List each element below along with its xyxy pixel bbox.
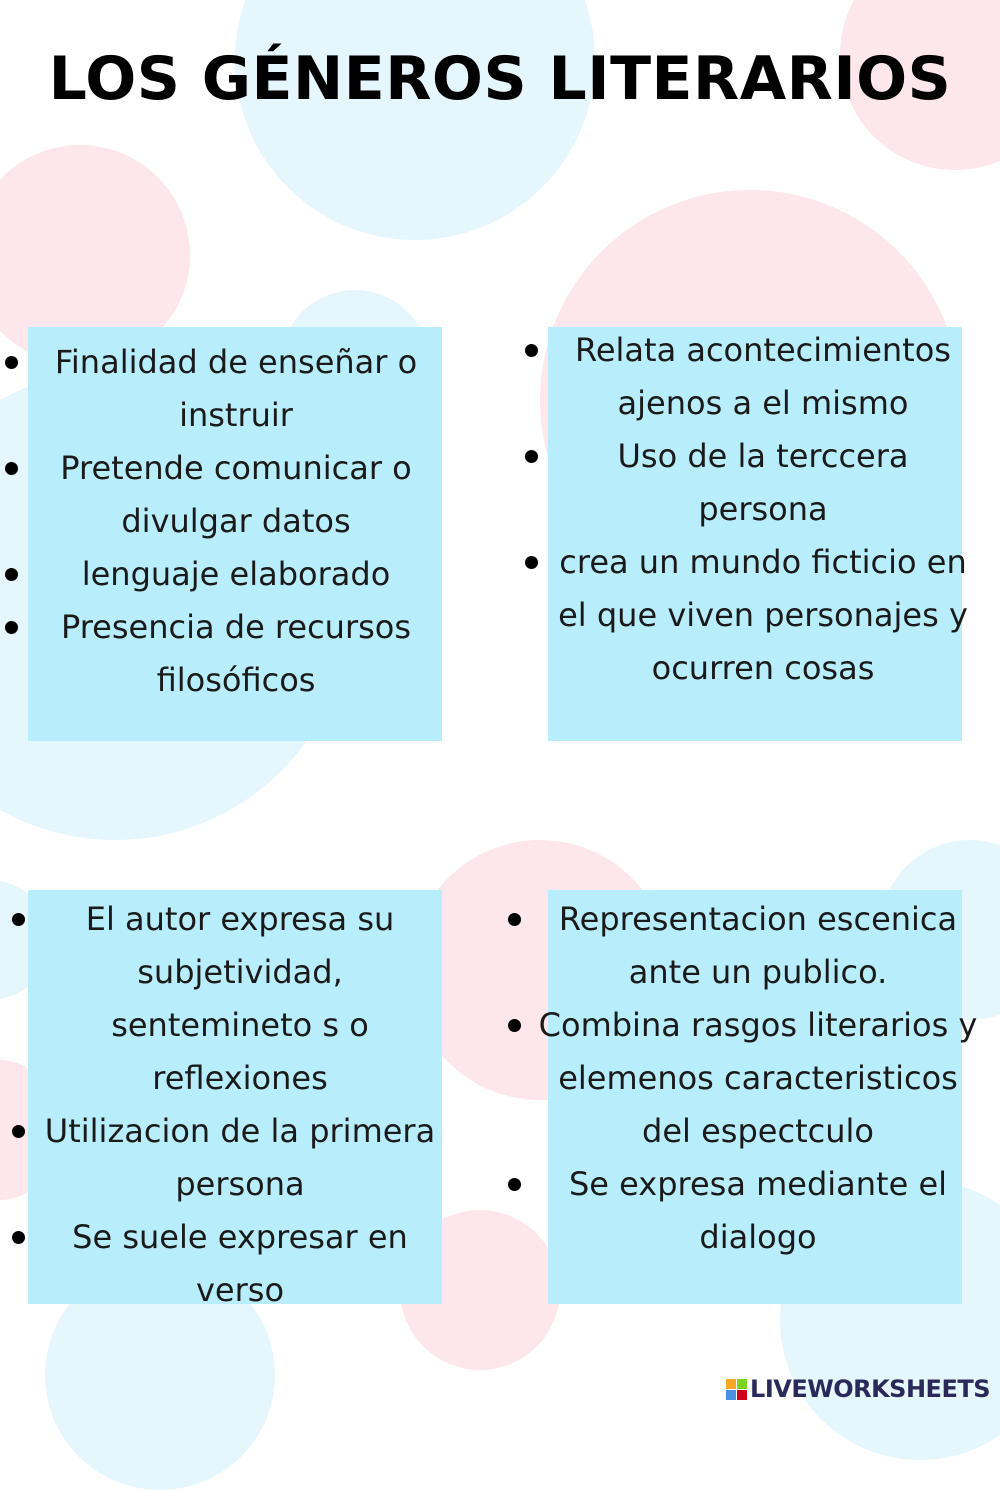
bullet-icon xyxy=(508,1019,521,1032)
list-item: Representacion escenica ante un publico. xyxy=(538,893,978,999)
list-item: Combina rasgos literarios y elemenos caracteristicos del espectculo xyxy=(538,999,978,1158)
logo-text: LIVEWORKSHEETS xyxy=(750,1375,990,1403)
bullet-icon xyxy=(5,462,18,475)
bullet-icon xyxy=(5,356,18,369)
bullet-icon xyxy=(525,344,538,357)
list-item: Pretende comunicar o divulgar datos xyxy=(36,442,436,548)
bullet-icon xyxy=(12,1125,25,1138)
list-item: Uso de la terccera persona xyxy=(556,430,970,536)
bullet-icon xyxy=(525,556,538,569)
page-title: LOS GÉNEROS LITERARIOS xyxy=(48,44,952,114)
bullet-icon xyxy=(5,568,18,581)
bullet-list-bottom-left xyxy=(44,893,436,1317)
bullet-icon xyxy=(508,1178,521,1191)
bullet-list-top-left xyxy=(36,336,436,707)
bullet-icon xyxy=(525,450,538,463)
list-item: lenguaje elaborado xyxy=(36,548,436,601)
liveworksheets-logo-icon xyxy=(726,1379,747,1400)
liveworksheets-logo[interactable] xyxy=(726,1375,990,1403)
list-item: El autor expresa su subjetividad, sentemineto s o reflexiones xyxy=(44,893,436,1105)
list-item: crea un mundo ficticio en el que viven personajes y ocurren cosas xyxy=(556,536,970,695)
list-item: Finalidad de enseñar o instruir xyxy=(36,336,436,442)
bullet-icon xyxy=(12,1231,25,1244)
bullet-icon xyxy=(508,913,521,926)
bullet-icon xyxy=(5,621,18,634)
background-circle xyxy=(235,0,595,240)
bullet-icon xyxy=(12,913,25,926)
list-item: Relata acontecimientos ajenos a el mismo xyxy=(556,324,970,430)
list-item: Se expresa mediante el dialogo xyxy=(538,1158,978,1264)
list-item: Utilizacion de la primera persona xyxy=(44,1105,436,1211)
bullet-list-bottom-right xyxy=(538,893,978,1264)
bullet-list-top-right xyxy=(556,324,970,695)
list-item: Se suele expresar en verso xyxy=(44,1211,436,1317)
list-item: Presencia de recursos filosóficos xyxy=(36,601,436,707)
